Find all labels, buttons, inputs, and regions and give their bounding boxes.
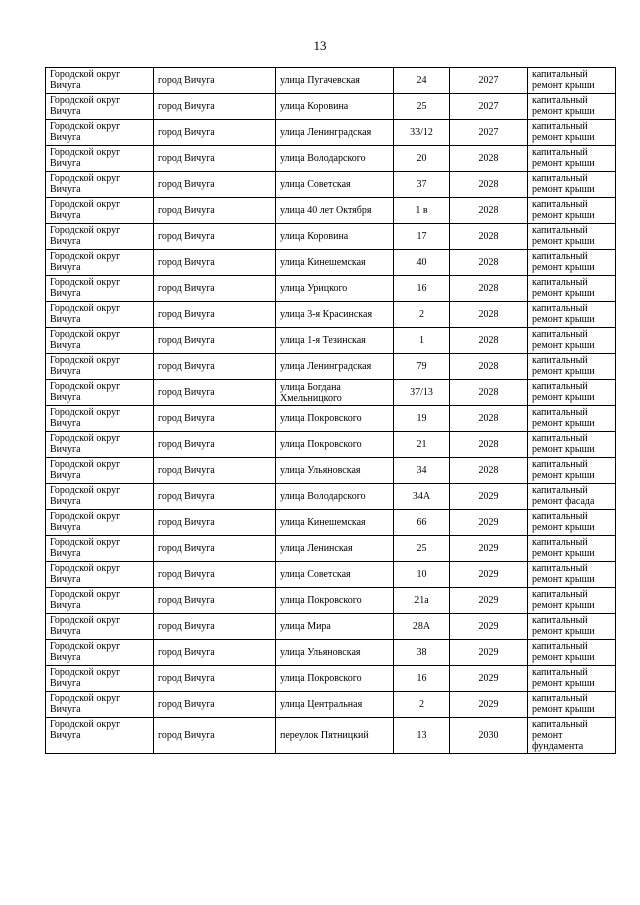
city-cell: город Вичуга: [154, 510, 276, 536]
district-cell: Городской округ Вичуга: [46, 198, 154, 224]
table-row: [46, 354, 616, 380]
year-cell: 2029: [450, 640, 528, 666]
work-type-cell: капитальный ремонт крыши: [528, 224, 616, 250]
street-cell: улица 3-я Красинская: [276, 302, 394, 328]
house-number-cell: 20: [394, 146, 450, 172]
work-type-cell: капитальный ремонт крыши: [528, 692, 616, 718]
year-cell: 2029: [450, 510, 528, 536]
district-cell: Городской округ Вичуга: [46, 302, 154, 328]
street-cell: улица Советская: [276, 172, 394, 198]
city-cell: город Вичуга: [154, 692, 276, 718]
district-cell: Городской округ Вичуга: [46, 458, 154, 484]
city-cell: город Вичуга: [154, 328, 276, 354]
house-number-cell: 1: [394, 328, 450, 354]
work-type-cell: капитальный ремонт крыши: [528, 68, 616, 94]
table-row: [46, 198, 616, 224]
work-type-cell: капитальный ремонт крыши: [528, 666, 616, 692]
year-cell: 2028: [450, 276, 528, 302]
year-cell: 2029: [450, 562, 528, 588]
district-cell: Городской округ Вичуга: [46, 94, 154, 120]
district-cell: Городской округ Вичуга: [46, 510, 154, 536]
year-cell: 2028: [450, 198, 528, 224]
table-row: [46, 536, 616, 562]
year-cell: 2028: [450, 302, 528, 328]
street-cell: улица Мира: [276, 614, 394, 640]
table-row: [46, 276, 616, 302]
house-number-cell: 37: [394, 172, 450, 198]
house-number-cell: 79: [394, 354, 450, 380]
city-cell: город Вичуга: [154, 198, 276, 224]
city-cell: город Вичуга: [154, 666, 276, 692]
district-cell: Городской округ Вичуга: [46, 250, 154, 276]
street-cell: улица Урицкого: [276, 276, 394, 302]
city-cell: город Вичуга: [154, 354, 276, 380]
house-number-cell: 13: [394, 718, 450, 754]
street-cell: улица Кинешемская: [276, 250, 394, 276]
work-type-cell: капитальный ремонт крыши: [528, 510, 616, 536]
district-cell: Городской округ Вичуга: [46, 588, 154, 614]
street-cell: улица Володарского: [276, 146, 394, 172]
work-type-cell: капитальный ремонт крыши: [528, 328, 616, 354]
year-cell: 2028: [450, 380, 528, 406]
table-row: [46, 250, 616, 276]
house-number-cell: 28А: [394, 614, 450, 640]
house-number-cell: 21а: [394, 588, 450, 614]
work-type-cell: капитальный ремонт крыши: [528, 406, 616, 432]
house-number-cell: 1 в: [394, 198, 450, 224]
work-type-cell: капитальный ремонт крыши: [528, 94, 616, 120]
district-cell: Городской округ Вичуга: [46, 276, 154, 302]
street-cell: улица Ульяновская: [276, 458, 394, 484]
house-number-cell: 34: [394, 458, 450, 484]
year-cell: 2028: [450, 354, 528, 380]
house-number-cell: 25: [394, 536, 450, 562]
table-row: [46, 614, 616, 640]
work-type-cell: капитальный ремонт крыши: [528, 536, 616, 562]
year-cell: 2028: [450, 250, 528, 276]
street-cell: улица Покровского: [276, 588, 394, 614]
house-number-cell: 2: [394, 302, 450, 328]
year-cell: 2028: [450, 224, 528, 250]
table-row: [46, 718, 616, 754]
house-number-cell: 10: [394, 562, 450, 588]
city-cell: город Вичуга: [154, 458, 276, 484]
table-row: [46, 146, 616, 172]
year-cell: 2028: [450, 146, 528, 172]
page-number: 13: [313, 38, 327, 53]
street-cell: улица Покровского: [276, 432, 394, 458]
work-type-cell: капитальный ремонт крыши: [528, 276, 616, 302]
work-type-cell: капитальный ремонт крыши: [528, 172, 616, 198]
city-cell: город Вичуга: [154, 614, 276, 640]
house-number-cell: 19: [394, 406, 450, 432]
district-cell: Городской округ Вичуга: [46, 146, 154, 172]
table-row: [46, 68, 616, 94]
street-cell: улица Пугачевская: [276, 68, 394, 94]
year-cell: 2028: [450, 458, 528, 484]
district-cell: Городской округ Вичуга: [46, 640, 154, 666]
district-cell: Городской округ Вичуга: [46, 68, 154, 94]
city-cell: город Вичуга: [154, 640, 276, 666]
table-row: [46, 302, 616, 328]
district-cell: Городской округ Вичуга: [46, 328, 154, 354]
table-row: [46, 224, 616, 250]
city-cell: город Вичуга: [154, 224, 276, 250]
district-cell: Городской округ Вичуга: [46, 432, 154, 458]
year-cell: 2030: [450, 718, 528, 754]
table-row: [46, 666, 616, 692]
district-cell: Городской округ Вичуга: [46, 718, 154, 754]
year-cell: 2029: [450, 692, 528, 718]
table-body: [46, 68, 616, 754]
district-cell: Городской округ Вичуга: [46, 536, 154, 562]
city-cell: город Вичуга: [154, 120, 276, 146]
city-cell: город Вичуга: [154, 276, 276, 302]
street-cell: улица Коровина: [276, 224, 394, 250]
street-cell: улица Богдана Хмельницкого: [276, 380, 394, 406]
work-type-cell: капитальный ремонт крыши: [528, 614, 616, 640]
district-cell: Городской округ Вичуга: [46, 224, 154, 250]
city-cell: город Вичуга: [154, 588, 276, 614]
house-number-cell: 17: [394, 224, 450, 250]
street-cell: улица Ленинская: [276, 536, 394, 562]
work-type-cell: капитальный ремонт крыши: [528, 250, 616, 276]
table-row: [46, 640, 616, 666]
year-cell: 2028: [450, 328, 528, 354]
table-row: [46, 484, 616, 510]
year-cell: 2027: [450, 120, 528, 146]
city-cell: город Вичуга: [154, 432, 276, 458]
house-number-cell: 40: [394, 250, 450, 276]
district-cell: Городской округ Вичуга: [46, 120, 154, 146]
street-cell: улица Кинешемская: [276, 510, 394, 536]
district-cell: Городской округ Вичуга: [46, 354, 154, 380]
city-cell: город Вичуга: [154, 172, 276, 198]
year-cell: 2029: [450, 614, 528, 640]
street-cell: улица Ленинградская: [276, 354, 394, 380]
street-cell: улица Покровского: [276, 666, 394, 692]
city-cell: город Вичуга: [154, 250, 276, 276]
work-type-cell: капитальный ремонт крыши: [528, 354, 616, 380]
table-row: [46, 328, 616, 354]
street-cell: улица Коровина: [276, 94, 394, 120]
table-row: [46, 406, 616, 432]
district-cell: Городской округ Вичуга: [46, 380, 154, 406]
table-row: [46, 588, 616, 614]
year-cell: 2028: [450, 406, 528, 432]
house-number-cell: 16: [394, 666, 450, 692]
house-number-cell: 37/13: [394, 380, 450, 406]
house-number-cell: 24: [394, 68, 450, 94]
work-type-cell: капитальный ремонт крыши: [528, 432, 616, 458]
district-cell: Городской округ Вичуга: [46, 562, 154, 588]
table-row: [46, 510, 616, 536]
work-type-cell: капитальный ремонт крыши: [528, 640, 616, 666]
year-cell: 2028: [450, 172, 528, 198]
street-cell: улица Покровского: [276, 406, 394, 432]
house-number-cell: 34А: [394, 484, 450, 510]
street-cell: улица Володарского: [276, 484, 394, 510]
street-cell: улица Советская: [276, 562, 394, 588]
year-cell: 2027: [450, 94, 528, 120]
street-cell: улица Ленинградская: [276, 120, 394, 146]
district-cell: Городской округ Вичуга: [46, 406, 154, 432]
work-type-cell: капитальный ремонт крыши: [528, 120, 616, 146]
house-number-cell: 25: [394, 94, 450, 120]
city-cell: город Вичуга: [154, 380, 276, 406]
house-number-cell: 33/12: [394, 120, 450, 146]
district-cell: Городской округ Вичуга: [46, 692, 154, 718]
housing-repair-table: [45, 67, 616, 754]
street-cell: улица Ульяновская: [276, 640, 394, 666]
district-cell: Городской округ Вичуга: [46, 666, 154, 692]
city-cell: город Вичуга: [154, 146, 276, 172]
city-cell: город Вичуга: [154, 406, 276, 432]
table-row: [46, 692, 616, 718]
work-type-cell: капитальный ремонт крыши: [528, 380, 616, 406]
work-type-cell: капитальный ремонт крыши: [528, 198, 616, 224]
house-number-cell: 66: [394, 510, 450, 536]
district-cell: Городской округ Вичуга: [46, 172, 154, 198]
district-cell: Городской округ Вичуга: [46, 614, 154, 640]
city-cell: город Вичуга: [154, 484, 276, 510]
house-number-cell: 21: [394, 432, 450, 458]
work-type-cell: капитальный ремонт крыши: [528, 146, 616, 172]
city-cell: город Вичуга: [154, 718, 276, 754]
year-cell: 2029: [450, 666, 528, 692]
city-cell: город Вичуга: [154, 536, 276, 562]
table-row: [46, 94, 616, 120]
work-type-cell: капитальный ремонт фасада: [528, 484, 616, 510]
table-row: [46, 380, 616, 406]
city-cell: город Вичуга: [154, 302, 276, 328]
year-cell: 2029: [450, 484, 528, 510]
table-row: [46, 562, 616, 588]
street-cell: улица 1-я Тезинская: [276, 328, 394, 354]
year-cell: 2029: [450, 536, 528, 562]
street-cell: улица Центральная: [276, 692, 394, 718]
street-cell: переулок Пятницкий: [276, 718, 394, 754]
work-type-cell: капитальный ремонт фундамента: [528, 718, 616, 754]
table-row: [46, 120, 616, 146]
work-type-cell: капитальный ремонт крыши: [528, 458, 616, 484]
work-type-cell: капитальный ремонт крыши: [528, 588, 616, 614]
city-cell: город Вичуга: [154, 94, 276, 120]
street-cell: улица 40 лет Октября: [276, 198, 394, 224]
table-row: [46, 432, 616, 458]
table-row: [46, 458, 616, 484]
year-cell: 2028: [450, 432, 528, 458]
year-cell: 2029: [450, 588, 528, 614]
work-type-cell: капитальный ремонт крыши: [528, 562, 616, 588]
city-cell: город Вичуга: [154, 562, 276, 588]
district-cell: Городской округ Вичуга: [46, 484, 154, 510]
house-number-cell: 16: [394, 276, 450, 302]
house-number-cell: 2: [394, 692, 450, 718]
house-number-cell: 38: [394, 640, 450, 666]
city-cell: город Вичуга: [154, 68, 276, 94]
year-cell: 2027: [450, 68, 528, 94]
work-type-cell: капитальный ремонт крыши: [528, 302, 616, 328]
table-row: [46, 172, 616, 198]
